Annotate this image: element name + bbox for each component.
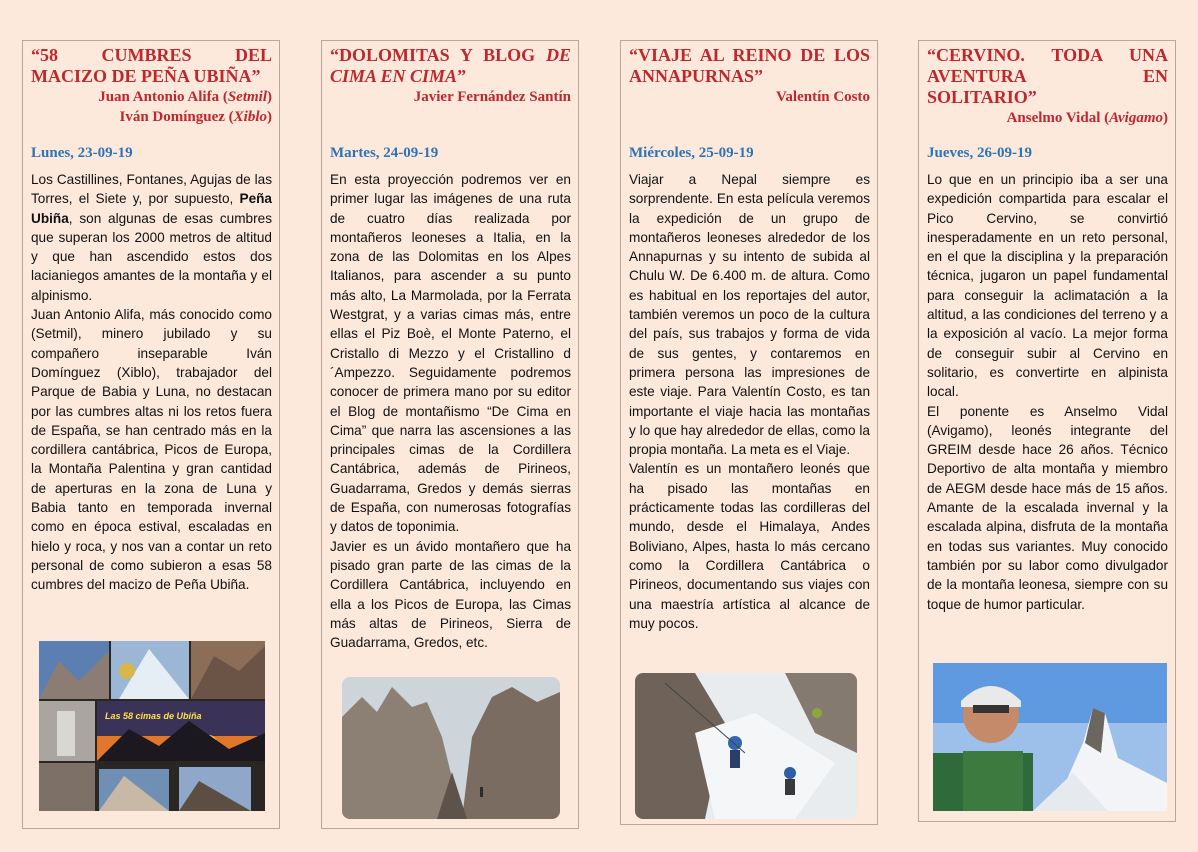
collage-photo <box>39 641 265 811</box>
paragraph: Javier es un ávido montañero que ha pisado gran parte de las cimas de la Cordillera Cantábrica, incluyendo en ella a los Picos de Europa, las Cimas más altas de Pirineos, Sierra de Guadarrama, Gredos, etc. <box>330 538 571 651</box>
dolomites-photo <box>342 677 560 819</box>
author-line: Javier Fernández Santín <box>413 89 571 105</box>
panel-body <box>31 170 272 595</box>
photo-caption: Las 58 cimas de Ubiña <box>105 711 202 721</box>
panel-martes <box>321 40 579 829</box>
paragraph: El ponente es Anselmo Vidal (Avigamo), leonés integrante del GREIM desde hace 26 años. Técnico Deportivo de alta montaña y miembro de AEGM desde hace más de 15 años. Amante de la escalada invernal y la escalada alpina, disfruta de la montaña en todas sus variantes. Muy conocido también por su labor como divulgador de la montaña leonesa, siempre con su toque de humor particular. <box>927 403 1168 612</box>
event-date: Martes, 24-09-19 <box>330 145 439 161</box>
paragraph: Valentín es un montañero leonés que ha pisado las montañas en prácticamente todas las cordilleras del mundo, desde el Himalaya, Andes Boliviano, Alpes, hasta lo más cercano como la Cordillera Cantábrica o Pirineos, documentando sus viajes con una maestría artística al alcance de muy pocos. <box>629 461 870 631</box>
panel-title: “DOLOMITAS Y BLOG DE CIMA EN CIMA” <box>330 45 571 86</box>
paragraph: En esta proyección podremos ver en primer lugar las imágenes de una ruta de cuatro días realizada por montañeros leoneses a Italia, en la zona de las Dolomitas en los Alpes Italianos, para ascender a su punto más alto, La Marmolada, por la Ferrata Westgrat, y a varias cimas más, entre ellas el Piz Boè, el Monte Paterno, el Cristallo di Mezzo y el Cristallino d´Ampezzo. Seguidamente podremos conocer de primera mano por su editor el Blog de montañismo “De Cima en Cima” que narra las ascensiones a las principales cimas de la Cordillera Cantábrica, además de Pirineos, Guadarrama, Gredos y demás sierras de España, con numerosas fotografías y datos de toponimia. <box>330 172 571 535</box>
paragraph: Los Castillines, Fontanes, Agujas de las Torres, el Siete y, por supuesto, Peña Ubiña, son algunas de esas cumbres que superan los 2000 metros de altitud y que han ascendido estos dos lacianiegos amantes de la montaña y el alpinismo. <box>31 172 272 303</box>
paragraph: Juan Antonio Alifa, más conocido como (Setmil), minero jubilado y su compañero inseparable Iván Domínguez (Xiblo), trabajador del Parque de Babia y Luna, no destacan por las cumbres altas ni los retos fuera de España, se han centrado más en la cordillera cantábrica, Picos de Europa, la Montaña Palentina y gran cantidad de aperturas en la zona de Luna y Babia tanto en temporada invernal como en época estival, escaladas en hielo y roca, y nos van a contar un reto personal de como subieron a esas 58 cumbres del macizo de Peña Ubiña. <box>31 307 272 593</box>
panel-title: “58 CUMBRES DEL MACIZO DE PEÑA UBIÑA” <box>31 45 272 86</box>
cervino-photo <box>933 663 1167 811</box>
panel-body <box>330 170 571 652</box>
panel-body <box>927 170 1168 614</box>
event-date: Miércoles, 25-09-19 <box>629 145 754 161</box>
event-date: Jueves, 26-09-19 <box>927 145 1032 161</box>
event-date: Lunes, 23-09-19 <box>31 145 133 161</box>
panel-lunes <box>22 40 280 829</box>
paragraph: Lo que en un principio iba a ser una expedición compartida para escalar el Pico Cervino, se convirtió inesperadamente en un reto personal, en el que la disciplina y la preparación técnica, jugaron un papel fundamental para conseguir la aclimatación a la altitud, a las condiciones del terreno y a la exposición al vacío. La mejor forma de conseguir subir al Cervino en solitario, es convertirte en alpinista local. <box>927 172 1168 400</box>
author-line: Iván Domínguez (Xiblo) <box>119 109 272 125</box>
author-line: Anselmo Vidal (Avigamo) <box>1006 110 1168 126</box>
panel-jueves <box>918 40 1176 822</box>
paragraph: Viajar a Nepal siempre es sorprendente. En esta película veremos la expedición de un grupo de montañeros leoneses alrededor de los Annapurnas y su intento de subida al Chulu W. De 6.400 m. de altura. Como es habitual en los reportajes del autor, también veremos un poco de la cultura del país, sus trabajos y forma de vida de sus gentes, y contaremos en primera persona las impresiones de este viaje. Para Valentín Costo, es tan importante el viaje hacia las montañas y lo que hay alrededor de ellas, como la propia montaña. La meta es el Viaje. <box>629 172 870 458</box>
panel-title: “VIAJE AL REINO DE LOS ANNAPURNAS” <box>629 45 870 86</box>
author-line: Valentín Costo <box>775 89 870 105</box>
author-line: Juan Antonio Alifa (Setmil) <box>98 89 272 105</box>
annapurna-photo <box>635 673 857 819</box>
panel-miercoles <box>620 40 878 825</box>
panel-title: “CERVINO. TODA UNA AVENTURA EN SOLITARIO” <box>927 45 1168 107</box>
panel-body <box>629 170 870 633</box>
